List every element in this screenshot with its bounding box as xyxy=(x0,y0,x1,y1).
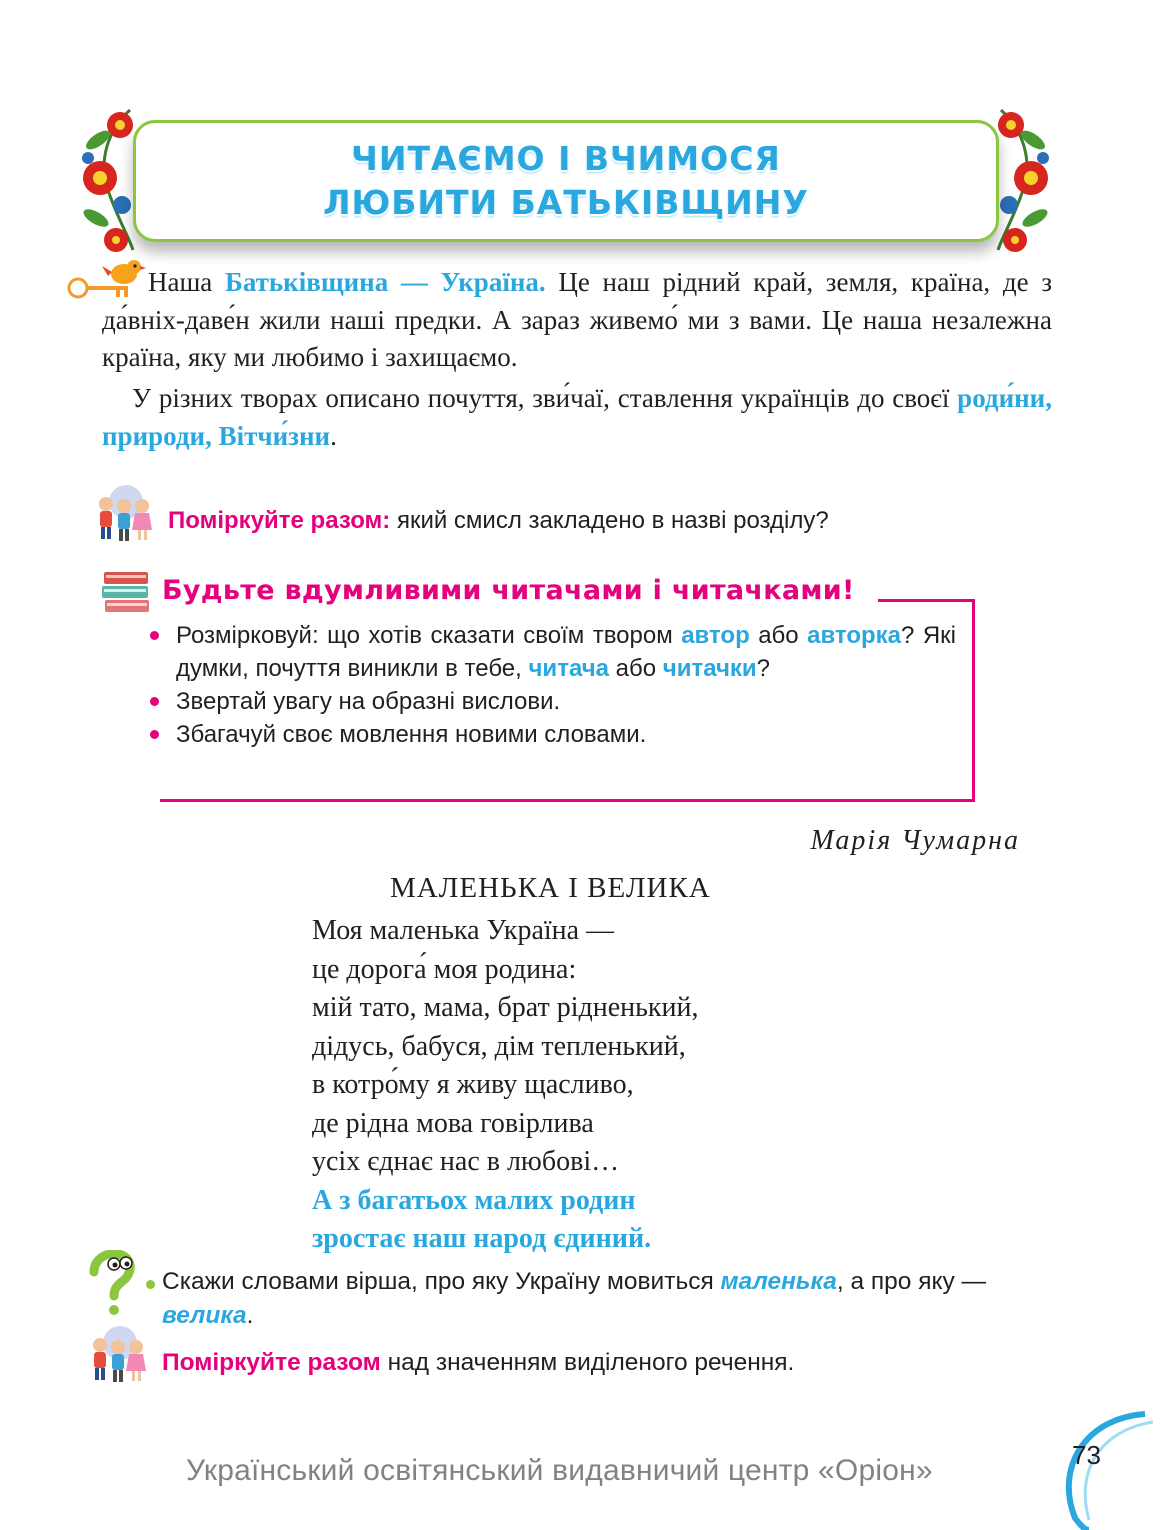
bullet-dot-icon xyxy=(150,730,159,739)
poem-line: де рідна мова говірлива xyxy=(312,1107,594,1139)
intro-text-rest: Це наш рідний край, земля, країна, де з да́вніх-даве́н жили наші предки. А зараз живемо́ ми з вами. Це наша незалежна країна, яку ми любимо і захищаємо. xyxy=(102,267,1052,372)
poem-line: в котро́му я живу щасливо, xyxy=(312,1069,634,1100)
poem-line: Моя маленька Україна — xyxy=(312,915,615,946)
list-item xyxy=(146,619,956,685)
poem-line: мій тато, мама, брат рідненький, xyxy=(312,992,699,1023)
question-highlight-small: маленька xyxy=(720,1268,837,1295)
intro-paragraph-2 xyxy=(102,380,1052,455)
poem-author: Марія Чумарна xyxy=(810,825,1020,856)
think-together-text: над значенням виділеного речення. xyxy=(380,1349,795,1376)
tip-highlight-authoress: авторка xyxy=(807,622,902,649)
floral-ornament-left-icon xyxy=(78,100,138,260)
think-together-prompt-2 xyxy=(162,1348,794,1378)
tip-highlight-readeress: читачки xyxy=(662,655,757,682)
tip-text: або xyxy=(608,655,663,682)
page-number: 73 xyxy=(1072,1440,1101,1470)
poem-highlight-line: зростає наш народ єдиний. xyxy=(312,1223,652,1254)
readers-box-title: Будьте вдумливими читачами і читачками! xyxy=(162,575,855,606)
page-corner-arc-icon xyxy=(1045,1408,1162,1530)
list-item xyxy=(146,718,956,751)
poem-question xyxy=(146,1265,1051,1333)
question-text: , а про яку — xyxy=(836,1268,987,1295)
floral-ornament-right-icon xyxy=(993,100,1053,260)
tip-text: Збагачуй своє мовлення новими словами. xyxy=(176,721,647,748)
intro-text: Наша xyxy=(148,267,225,297)
tip-text: ? Які думки, почуття виникли в тебе, xyxy=(176,622,956,682)
bullet-dot-icon xyxy=(146,1280,155,1289)
tip-highlight-reader: читача xyxy=(528,655,609,682)
section-title-line-2: ЛЮБИТИ БАТЬКІВЩИНУ xyxy=(323,183,809,222)
think-together-text: який смисл закладено в назві розділу? xyxy=(390,507,829,534)
poem-line: це дорога́ моя родина: xyxy=(312,953,577,985)
tip-text: Звертай увагу на образні вислови. xyxy=(176,688,561,715)
publisher-footer: Український освітянський видавничий центр «Оріон» xyxy=(186,1454,933,1487)
intro-highlight-homeland: Батьківщина — Україна. xyxy=(224,267,546,297)
books-stack-icon xyxy=(102,570,150,616)
intro-paragraph-1 xyxy=(102,264,1052,377)
poem-title: МАЛЕНЬКА І ВЕЛИКА xyxy=(390,872,711,904)
readers-tips-list xyxy=(146,619,956,751)
poem-line: усіх єднає нас в любові… xyxy=(312,1146,620,1177)
poem-line: дідусь, бабуся, дім тепленький, xyxy=(312,1030,686,1062)
children-group-icon xyxy=(86,1325,148,1385)
question-mark-icon xyxy=(86,1250,146,1316)
question-highlight-big: велика xyxy=(162,1302,247,1329)
intro-highlight-family: роди́ни, природи, Вітчи́зни xyxy=(102,383,1052,451)
section-title-line-1: ЧИТАЄМО І ВЧИМОСЯ xyxy=(351,139,781,178)
list-item xyxy=(146,685,956,718)
think-together-prompt-1 xyxy=(168,506,829,536)
section-title-banner xyxy=(133,120,999,242)
tip-text: ? xyxy=(756,655,771,682)
intro-text-2-end: . xyxy=(330,420,337,451)
think-together-label: Поміркуйте разом: xyxy=(168,507,391,534)
tip-text: Розмірковуй: що хотів сказати своїм твором xyxy=(176,622,682,649)
question-text: Скажи словами вірша, про яку Україну мовиться xyxy=(162,1268,721,1295)
poem-body xyxy=(312,912,699,1259)
bullet-dot-icon xyxy=(150,631,159,640)
intro-text-2: У різних творах описано почуття, зви́чаї, ставлення українців до своєї xyxy=(132,383,958,413)
children-group-icon xyxy=(92,484,154,544)
bullet-dot-icon xyxy=(150,697,159,706)
think-together-label: Поміркуйте разом xyxy=(162,1349,381,1376)
tip-highlight-author: автор xyxy=(681,622,750,649)
poem-highlight-line: А з багатьох малих родин xyxy=(312,1184,636,1216)
tip-text: або xyxy=(749,622,808,649)
question-text: . xyxy=(246,1302,254,1329)
